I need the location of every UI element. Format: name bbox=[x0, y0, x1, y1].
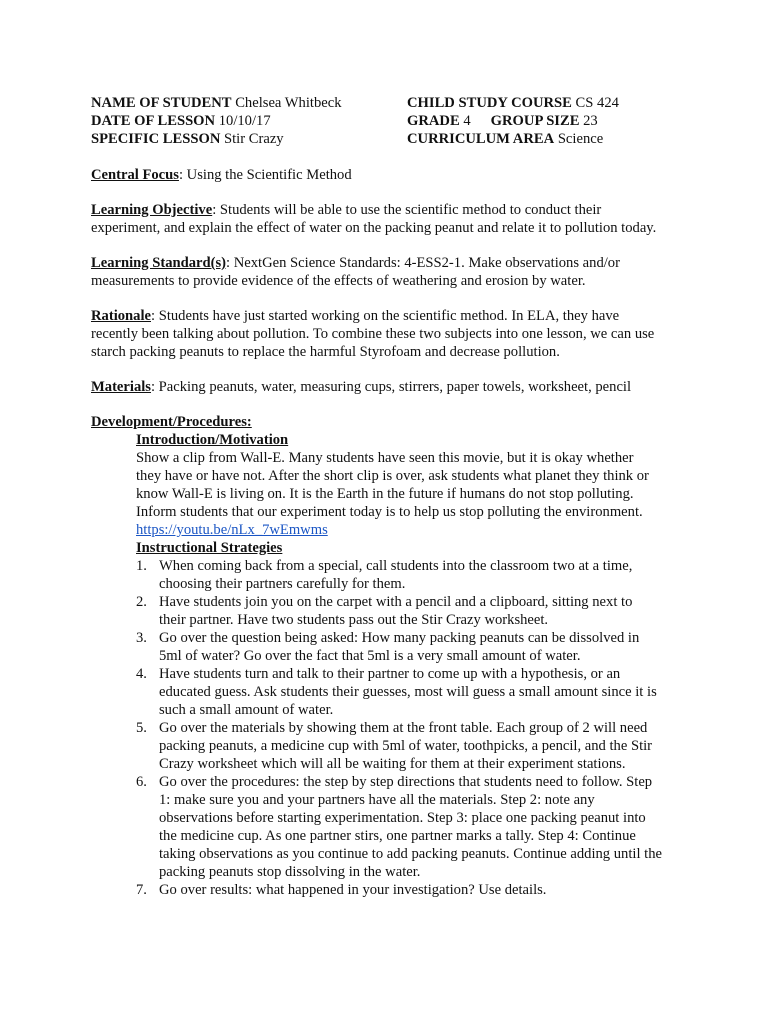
step-number: 1. bbox=[136, 558, 147, 574]
student-name-label: NAME OF STUDENT bbox=[91, 95, 232, 111]
lesson-content bbox=[91, 166, 686, 899]
rationale-label: Rationale bbox=[91, 308, 151, 324]
step-line: Go over the materials by showing them at the front table. Each group of 2 will need bbox=[159, 720, 648, 736]
learning-standard-label: Learning Standard(s) bbox=[91, 255, 227, 271]
student-name-value: Chelsea Whitbeck bbox=[235, 95, 342, 111]
introduction-line: Show a clip from Wall-E. Many students have seen this movie, but it is okay whether bbox=[136, 450, 634, 466]
step-line: observations before starting experimentation. Step 3: place one packing peanut into bbox=[159, 810, 646, 826]
step-line: Have students join you on the carpet with a pencil and a clipboard, sitting next to bbox=[159, 594, 633, 610]
step-line: Go over the question being asked: How many packing peanuts can be dissolved in bbox=[159, 630, 640, 646]
learning-standard-line: measurements to provide evidence of the effects of weathering and erosion by water. bbox=[91, 273, 586, 289]
step-line: educated guess. Ask students their guesses, most will guess a small amount since it is bbox=[159, 684, 657, 700]
strategies-heading: Instructional Strategies bbox=[136, 540, 283, 556]
list-item bbox=[136, 557, 686, 593]
list-item bbox=[136, 665, 686, 719]
step-line: such a small amount of water. bbox=[159, 702, 334, 718]
lesson-field bbox=[91, 130, 407, 148]
list-item bbox=[136, 773, 686, 881]
step-line: packing peanuts, a medicine cup with 5ml of water, toothpicks, a pencil, and the Stir bbox=[159, 738, 653, 754]
date-value: 10/10/17 bbox=[218, 113, 271, 129]
grade-label: GRADE bbox=[407, 113, 460, 129]
step-line: 5ml of water? Go over the fact that 5ml is a very small amount of water. bbox=[159, 648, 581, 664]
central-focus-text: : Using the Scientific Method bbox=[178, 167, 352, 183]
group-size-value: 23 bbox=[583, 113, 598, 129]
materials-label: Materials bbox=[91, 379, 151, 395]
learning-objective-line: experiment, and explain the effect of water on the packing peanut and relate it to pollution today. bbox=[91, 220, 657, 236]
step-number: 3. bbox=[136, 630, 147, 646]
area-value: Science bbox=[557, 131, 604, 147]
development-heading: Development/Procedures: bbox=[91, 414, 252, 430]
step-line: choosing their partners carefully for them. bbox=[159, 576, 406, 592]
course-value: CS 424 bbox=[575, 95, 619, 111]
step-line: taking observations as you continue to add packing peanuts. Continue adding until the bbox=[159, 846, 662, 862]
list-item bbox=[136, 881, 686, 899]
step-line: their partner. Have two students pass out the Stir Crazy worksheet. bbox=[159, 612, 549, 628]
step-line: Go over results: what happened in your investigation? Use details. bbox=[159, 882, 547, 898]
step-number: 5. bbox=[136, 720, 147, 736]
rationale-line: recently been talking about pollution. To combine these two subjects into one lesson, we can use bbox=[91, 326, 655, 342]
grade-value: 4 bbox=[463, 113, 471, 129]
step-line: Have students turn and talk to their partner to come up with a hypothesis, or an bbox=[159, 666, 621, 682]
step-number: 6. bbox=[136, 774, 147, 790]
step-number: 7. bbox=[136, 882, 147, 898]
student-name-field bbox=[91, 94, 407, 112]
step-line: When coming back from a special, call students into the classroom two at a time, bbox=[159, 558, 633, 574]
grade-group-field bbox=[407, 112, 598, 130]
step-line: Crazy worksheet which will all be waiting for them at their experiment stations. bbox=[159, 756, 626, 772]
introduction-line: Inform students that our experiment today is to help us stop polluting the environment. bbox=[136, 504, 643, 520]
learning-standard-section bbox=[91, 254, 686, 290]
materials-text: : Packing peanuts, water, measuring cups, stirrers, paper towels, worksheet, pencil bbox=[150, 379, 632, 395]
course-label: CHILD STUDY COURSE bbox=[407, 95, 572, 111]
rationale-section bbox=[91, 307, 686, 361]
header-row-1 bbox=[91, 94, 691, 112]
list-item bbox=[136, 629, 686, 665]
introduction-line: they have or have not. After the short clip is over, ask students what planet they think or bbox=[136, 468, 649, 484]
rationale-line: starch packing peanuts to replace the harmful Styrofoam and decrease pollution. bbox=[91, 344, 560, 360]
learning-objective-label: Learning Objective bbox=[91, 202, 213, 218]
header-row-2 bbox=[91, 112, 691, 130]
list-item bbox=[136, 719, 686, 773]
area-field bbox=[407, 130, 603, 148]
course-field bbox=[407, 94, 619, 112]
learning-standard-line: : NextGen Science Standards: 4-ESS2-1. Make observations and/or bbox=[226, 255, 620, 271]
rationale-line: : Students have just started working on the scientific method. In ELA, they have bbox=[151, 308, 620, 324]
list-item bbox=[136, 593, 686, 629]
date-label: DATE OF LESSON bbox=[91, 113, 216, 129]
group-size-label: GROUP SIZE bbox=[490, 113, 580, 129]
date-field bbox=[91, 112, 407, 130]
introduction-line: know Wall-E is living on. It is the Earth in the future if humans do not stop polluting. bbox=[136, 486, 634, 502]
central-focus-label: Central Focus bbox=[91, 167, 179, 183]
introduction-heading: Introduction/Motivation bbox=[136, 432, 289, 448]
central-focus-section bbox=[91, 166, 686, 184]
step-number: 4. bbox=[136, 666, 147, 682]
step-number: 2. bbox=[136, 594, 147, 610]
development-body bbox=[91, 431, 686, 899]
header-row-3 bbox=[91, 130, 691, 148]
step-line: the medicine cup. As one partner stirs, one partner marks a tally. Step 4: Continue bbox=[159, 828, 636, 844]
lesson-label: SPECIFIC LESSON bbox=[91, 131, 221, 147]
area-label: CURRICULUM AREA bbox=[407, 131, 555, 147]
step-line: Go over the procedures: the step by step directions that students need to follow. Step bbox=[159, 774, 653, 790]
materials-section bbox=[91, 378, 686, 396]
development-section bbox=[91, 413, 686, 899]
lesson-value: Stir Crazy bbox=[224, 131, 284, 147]
learning-objective-section bbox=[91, 201, 686, 237]
strategies-list bbox=[136, 557, 686, 899]
step-line: 1: make sure you and your partners have all the materials. Step 2: note any bbox=[159, 792, 595, 808]
lesson-header bbox=[91, 94, 691, 148]
video-link[interactable]: https://youtu.be/nLx_7wEmwms bbox=[136, 522, 328, 538]
learning-objective-line: : Students will be able to use the scientific method to conduct their bbox=[212, 202, 602, 218]
step-line: packing peanuts stop dissolving in the water. bbox=[159, 864, 421, 880]
